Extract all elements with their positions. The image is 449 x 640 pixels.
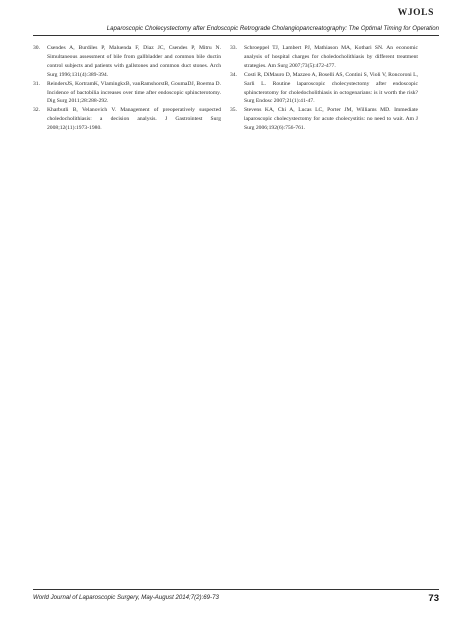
reference-text: ReindersJS, KortramK, VlamingkxB, vanRamshorstB, GoumaDJ, Boerma D. Incidence of bactobilia increases over time after endoscopic sphincterotomy. Dig Surg 2011;28:288-292. — [47, 80, 221, 105]
reference-item — [33, 80, 221, 107]
header-divider — [33, 35, 439, 36]
reference-number: 35. — [230, 107, 237, 114]
reference-text: Csendes A, Burdiles P, Maluenda F, Diaz JC, Csendes P, Mitru N. Simultaneous assessment of bile from gallbladder and common bile ductin control subjects and patients with gallstones and common duct stones. Arch Surg 1996;131(4):389-394. — [47, 45, 221, 78]
journal-abbreviation: WJOLS — [397, 8, 434, 18]
references-column-left — [33, 44, 221, 133]
reference-item — [33, 106, 221, 133]
reference-item — [230, 71, 418, 107]
footer-citation: World Journal of Laparoscopic Surgery, May-August 2014;7(2):69-73 — [33, 594, 219, 601]
reference-item — [230, 44, 418, 71]
reference-text: Stevens KA, Chi A, Lucas LC, Porter JM, Williams MD. Immediate laparoscopic cholecystectomy for acute cholecystitis: no need to wait. Am J Surg 2006;192(6):756-761. — [244, 107, 418, 132]
reference-text: Costi R, DiMauro D, Mazzeo A, Boselli AS, Contini S, Violi V, Roncoroni L, Sarli L. Routine laparoscopic cholecystectomy after endoscopic sphincterotomy for choledocholithiasis in octogenarians: is it worth the risk? Surg Endosc 2007;21(1):41-47. — [244, 71, 418, 105]
reference-text: Schroeppel TJ, Lambert PJ, Mathiason MA, Kothari SN. An economic analysis of hospital charges for choledocholithiasis by different treatment strategies. Am Surg 2007;73(5):472-477. — [244, 45, 418, 69]
reference-number: 32. — [33, 107, 40, 114]
references-column-right — [230, 44, 418, 133]
reference-number: 33. — [230, 45, 237, 51]
running-title: Laparoscopic Cholecystectomy after Endoscopic Retrograde Cholangiopancreatography: The Optimal Timing for Operation — [106, 25, 439, 32]
footer-divider — [33, 589, 439, 590]
reference-item — [230, 106, 418, 133]
reference-item — [33, 44, 221, 80]
reference-text: Kharbutli B, Velanovich V. Management of preoperatively suspected choledocholithiasis: a decision analysis. J Gastrointest Surg 2008;12(11):1973-1980. — [47, 107, 221, 132]
reference-number: 34. — [230, 71, 237, 78]
reference-number: 30. — [33, 45, 40, 51]
page-number: 73 — [428, 593, 439, 604]
reference-number: 31. — [33, 80, 40, 87]
